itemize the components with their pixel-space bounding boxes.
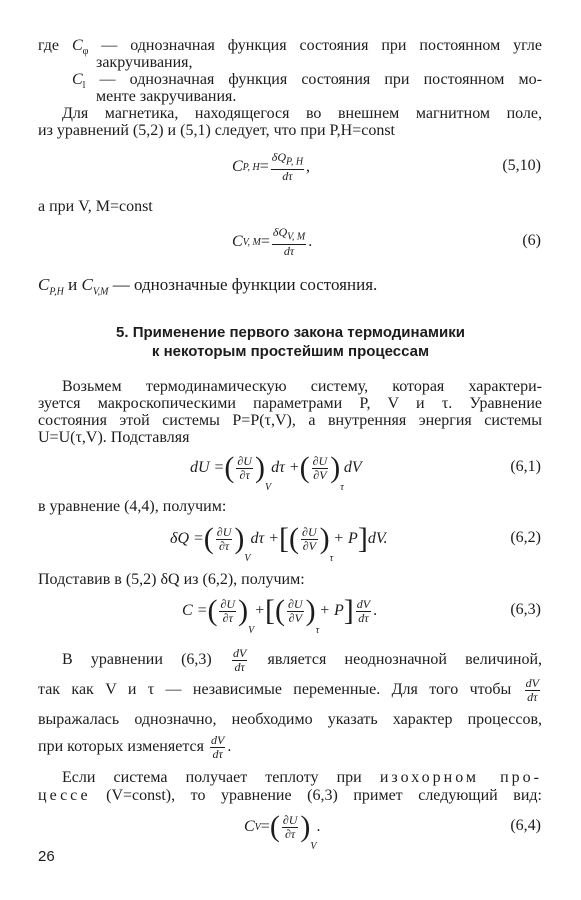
text-line: при которых изменяется $\frac{dV}{d\tau}$ . — [38, 732, 232, 761]
text-line: так как V и τ — независимые переменные. Для того чтобы $\frac{dV}{d\tau}$ — [38, 675, 539, 704]
text-line: менте закручивания. — [96, 88, 237, 105]
fraction: $\frac{\delta Q_{V, M}}{d\tau}$ — [272, 225, 306, 258]
equation-6-1: dU = ( $\frac{\partial U}{\partial\tau}$ ) $_V$ dτ + ( $\frac{\partial U}{\partial V}$ ) $_\tau$ dV (6,1) — [190, 451, 541, 493]
text-line: а при V, M=const — [38, 198, 153, 215]
equation-number: (5,10) — [502, 157, 541, 174]
text-line: закручивания, — [96, 54, 193, 71]
text-line: $C_{P,H}$ и $C_{V,M}$ — однозначные функции состояния. — [38, 275, 378, 298]
equation-6: C V, M = $\frac{\delta Q_{V, M}}{d\tau}$ . (6) — [232, 225, 541, 258]
text-line: $C_l$ — однозначная функция состояния при постоянном мо- — [72, 71, 542, 92]
text-line: выражалась однозначно, необходимо указать характер процессов, — [38, 711, 542, 728]
text-line: цессе (V=const), то уравнение (6,3) примет следующий вид: — [38, 787, 542, 804]
text-line: где $C_\varphi$ — однозначная функция состояния при постоянном угле — [38, 37, 543, 58]
equation-number: (6,3) — [510, 601, 541, 618]
equation-number: (6,2) — [510, 529, 541, 546]
equation-6-3: C = ( $\frac{\partial U}{\partial\tau}$ ) $_V$ + [ ( $\frac{\partial U}{\partial V}$ ) $_\tau$ + P ] $\frac{dV}{d\tau}$ . (6,3) — [182, 594, 541, 636]
text-line: в уравнение (4,4), получим: — [38, 498, 227, 515]
text-line: Для магнетика, находящегося во внешнем магнитном поле, — [62, 105, 542, 122]
equation-number: (6,4) — [510, 817, 541, 834]
text-line: Возьмем термодинамическую систему, которая характери- — [62, 378, 542, 395]
page-number: 26 — [38, 848, 55, 865]
text-line: состояния этой системы P=P(τ,V), а внутренняя энергия системы — [38, 412, 542, 429]
text-line: из уравнений (5,2) и (5,1) следует, что при P,H=const — [38, 122, 395, 139]
text-line: U=U(τ,V). Подставляя — [38, 429, 190, 446]
text-line: В уравнении (6,3) $\frac{dV}{d\tau}$ является неоднозначной величиной, — [62, 645, 542, 674]
text-line: Подставив в (5,2) δQ из (6,2), получим: — [38, 571, 305, 588]
equation-6-2: δQ = ( $\frac{\partial U}{\partial\tau}$ ) $_V$ dτ + [ ( $\frac{\partial U}{\partial V}$ ) $_\tau$ + P ] dV. (6,2) — [170, 522, 541, 564]
fraction: $\frac{\delta Q_{P, H}}{d\tau}$ — [271, 150, 304, 183]
text-line: зуется макроскопическими параметрами P, V и τ. Уравнение — [38, 395, 542, 412]
text-line: Если система получает теплоту при изохорном про- — [62, 769, 543, 786]
section-heading: 5. Применение первого закона термодинамики — [116, 324, 465, 341]
equation-5-10: C P, H = $\frac{\delta Q_{P, H}}{d\tau}$ , (5,10) — [232, 150, 541, 183]
section-heading: к некоторым простейшим процессам — [151, 343, 430, 360]
equation-number: (6,1) — [510, 458, 541, 475]
equation-number: (6) — [522, 232, 541, 249]
equation-6-4: C V = ( $\frac{\partial U}{\partial\tau}$ ) $_V$ . (6,4) — [244, 810, 541, 852]
